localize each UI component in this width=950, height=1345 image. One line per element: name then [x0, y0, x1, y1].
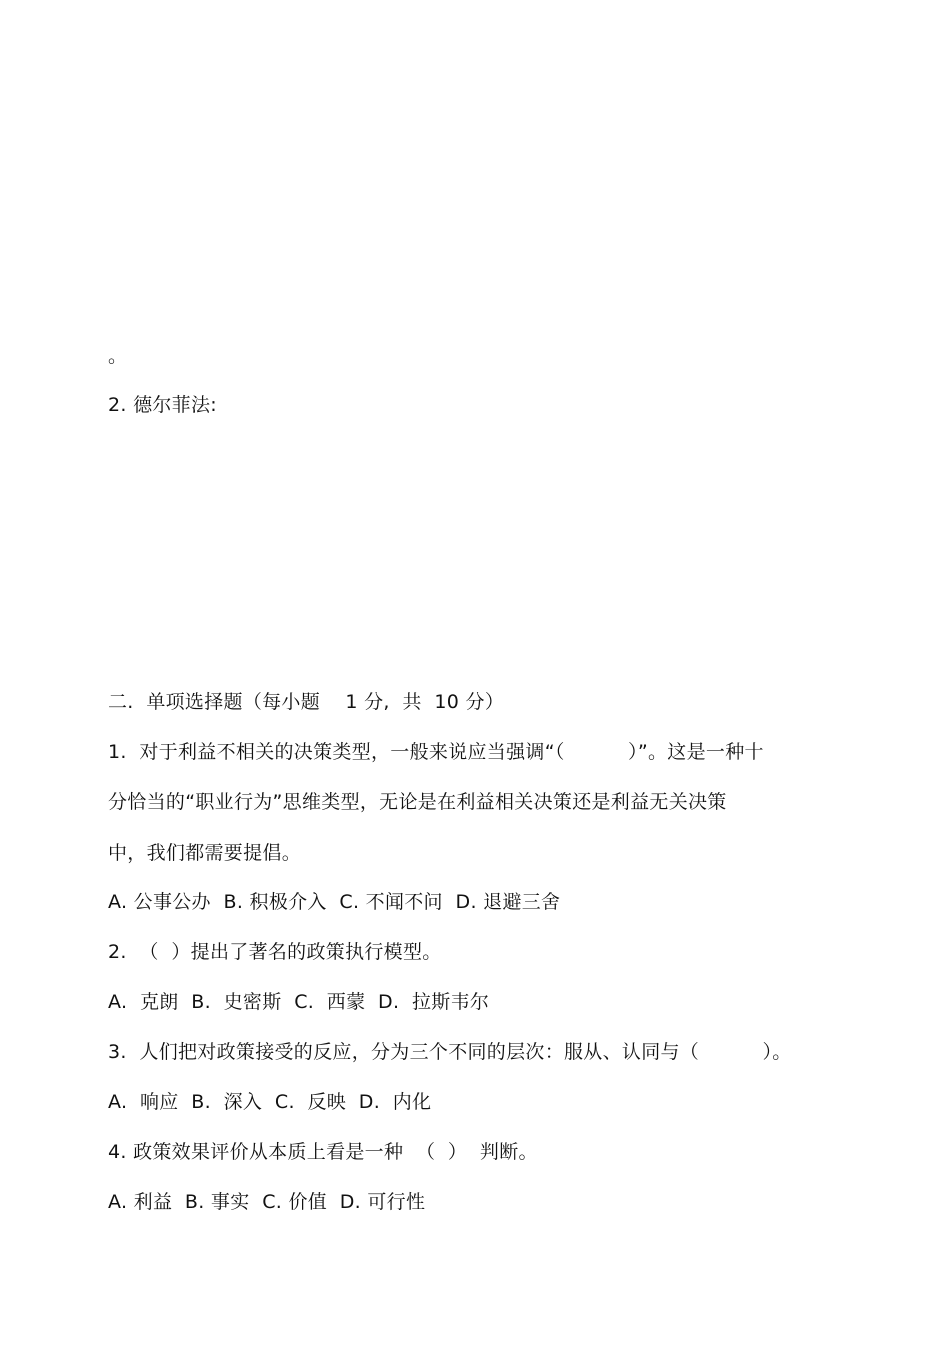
question-1-stem-line-3: 中，我们都需要提倡。 [108, 842, 302, 864]
question-2-options: A. 克朗 B. 史密斯 C. 西蒙 D. 拉斯韦尔 [108, 991, 490, 1013]
question-4-stem: 4. 政策效果评价从本质上看是一种 （ ） 判断。 [108, 1141, 538, 1163]
term-delphi-method: 2. 德尔菲法: [108, 394, 217, 416]
question-1-stem-line-1: 1. 对于利益不相关的决策类型，一般来说应当强调“（ ）”。这是一种十 [108, 741, 764, 763]
question-3-stem: 3. 人们把对政策接受的反应，分为三个不同的层次：服从、认同与（ ）。 [108, 1041, 792, 1063]
question-3-options: A. 响应 B. 深入 C. 反映 D. 内化 [108, 1091, 432, 1113]
question-2-stem: 2. （ ）提出了著名的政策执行模型。 [108, 941, 442, 963]
section-heading-single-choice: 二. 单项选择题（每小题 1 分, 共 10 分） [108, 691, 505, 713]
question-1-options: A. 公事公办 B. 积极介入 C. 不闻不问 D. 退避三舍 [108, 891, 561, 913]
trailing-period: 。 [108, 345, 128, 367]
question-4-options: A. 利益 B. 事实 C. 价值 D. 可行性 [108, 1191, 426, 1213]
question-1-stem-line-2: 分恰当的“职业行为”思维类型，无论是在利益相关决策还是利益无关决策 [108, 791, 727, 813]
